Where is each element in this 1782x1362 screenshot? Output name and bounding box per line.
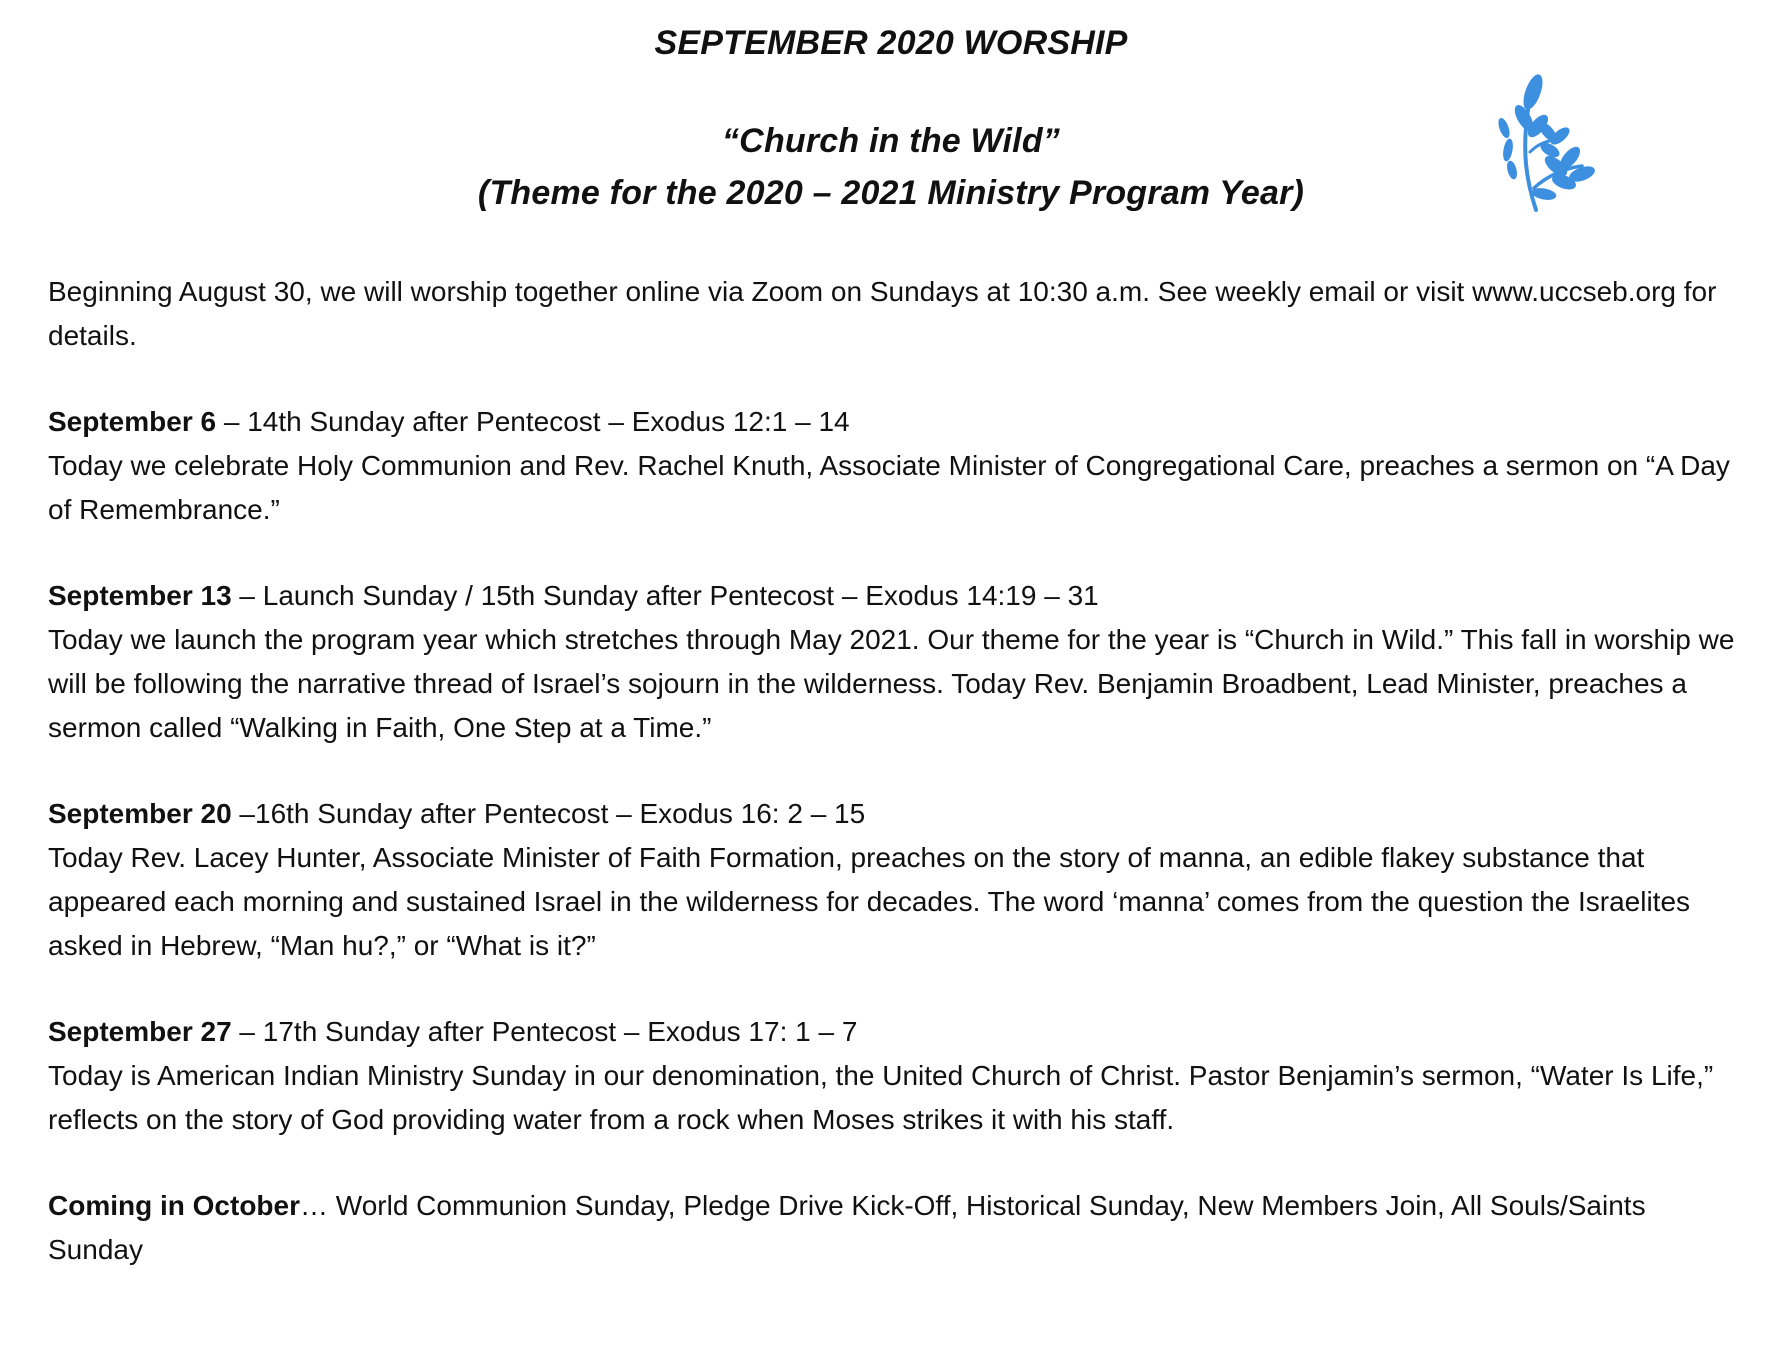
theme-subtitle: (Theme for the 2020 – 2021 Ministry Program Year) (477, 174, 1305, 212)
sunday-section (48, 1010, 1748, 1142)
sunday-date: September 13 (48, 580, 232, 611)
sunday-description: Today is American Indian Ministry Sunday in our denomination, the United Church of Christ. Pastor Benjamin’s sermon, “Water Is Life,” reflects on the story of God providing water from a rock when Moses strikes it with his staff. (48, 1060, 1714, 1135)
sunday-date: September 6 (48, 406, 217, 437)
sunday-heading-detail: –16th Sunday after Pentecost – Exodus 16: 2 – 15 (231, 798, 866, 829)
coming-text: … World Communion Sunday, Pledge Drive Kick-Off, Historical Sunday, New Members Join, All Souls/Saints Sunday (48, 1190, 1646, 1265)
sunday-description: Today we launch the program year which stretches through May 2021. Our theme for the year is “Church in Wild.” This fall in worship we will be following the narrative thread of Israel’s sojourn in the wilderness. Today Rev. Benjamin Broadbent, Lead Minister, preaches a sermon called “Walking in Faith, One Step at a Time.” (48, 624, 1735, 743)
page-title: SEPTEMBER 2020 WORSHIP (654, 24, 1128, 62)
sunday-heading-detail: – 14th Sunday after Pentecost – Exodus 12:1 – 14 (216, 406, 850, 437)
sunday-heading (48, 792, 1748, 836)
sunday-section (48, 400, 1748, 532)
coming-in-october (48, 1184, 1748, 1272)
theme-title: “Church in the Wild” (721, 122, 1060, 160)
sunday-heading (48, 1010, 1748, 1054)
sunday-date: September 27 (48, 1016, 232, 1047)
sunday-date: September 20 (48, 798, 232, 829)
intro-text: Beginning August 30, we will worship together online via Zoom on Sundays at 10:30 a.m. See weekly email or visit www.uccseb.org for details. (48, 276, 1717, 351)
leaf-branch-icon (1478, 70, 1598, 220)
intro-paragraph (48, 270, 1748, 358)
sunday-description: Today Rev. Lacey Hunter, Associate Minister of Faith Formation, preaches on the story of manna, an edible flakey substance that appeared each morning and sustained Israel in the wilderness for decades. The word ‘manna’ comes from the question the Israelites asked in Hebrew, “Man hu?,” or “What is it?” (48, 842, 1691, 961)
sunday-heading (48, 574, 1748, 618)
coming-label: Coming in October (48, 1190, 300, 1221)
sunday-heading-detail: – Launch Sunday / 15th Sunday after Pentecost – Exodus 14:19 – 31 (231, 580, 1099, 611)
sunday-section (48, 792, 1748, 968)
sunday-heading (48, 400, 1748, 444)
sunday-heading-detail: – 17th Sunday after Pentecost – Exodus 17: 1 – 7 (231, 1016, 858, 1047)
sunday-section (48, 574, 1748, 750)
sunday-description: Today we celebrate Holy Communion and Rev. Rachel Knuth, Associate Minister of Congregational Care, preaches a sermon on “A Day of Remembrance.” (48, 450, 1730, 525)
